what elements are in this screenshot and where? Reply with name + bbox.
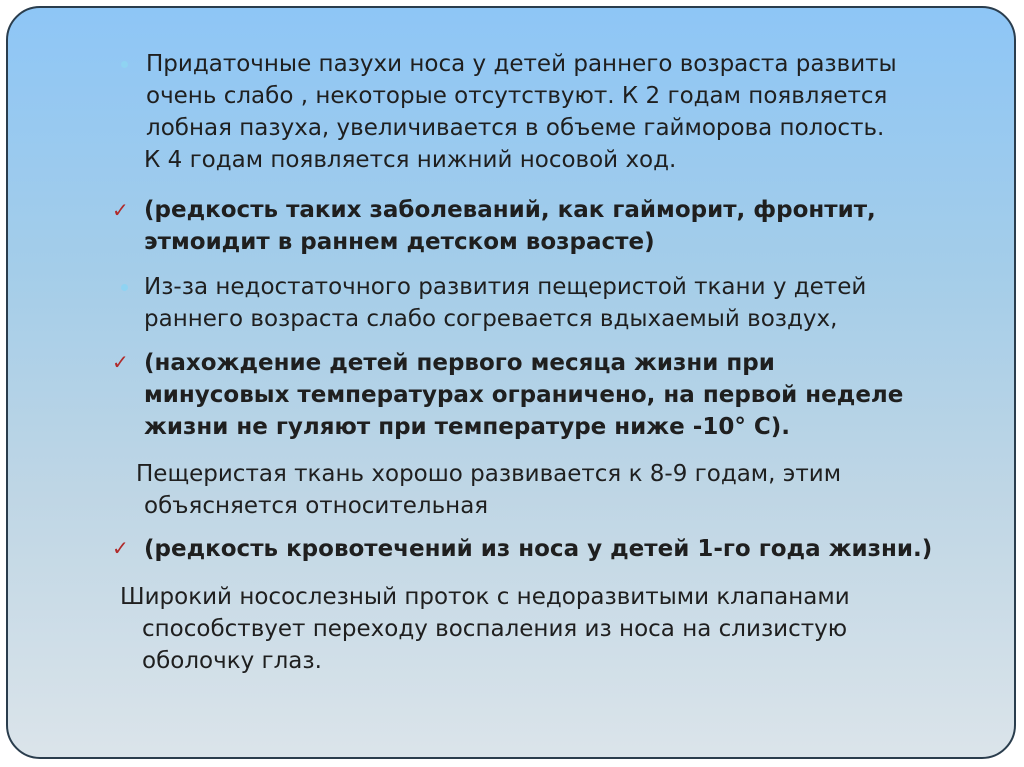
paragraph-5 bbox=[136, 458, 841, 522]
text-line: Пещеристая ткань хорошо развивается к 8-9 годам, этим bbox=[136, 461, 842, 487]
text-line: очень слабо , некоторые отсутствуют. К 2 годам появляется bbox=[146, 83, 888, 109]
text-line: (нахождение детей первого месяца жизни при bbox=[144, 350, 775, 376]
slide bbox=[6, 6, 1016, 759]
text-line: раннего возраста слабо согревается вдыхаемый воздух, bbox=[144, 306, 838, 332]
checkmark-icon: ✓ bbox=[112, 350, 129, 374]
text-line: Придаточные пазухи носа у детей раннего возраста развиты bbox=[146, 51, 897, 77]
paragraph-7 bbox=[120, 581, 850, 677]
paragraph-4 bbox=[144, 347, 903, 443]
bullet-dot-icon bbox=[121, 284, 128, 291]
text-line: Широкий носослезный проток с недоразвитыми клапанами bbox=[120, 584, 850, 610]
paragraph-3 bbox=[144, 271, 866, 335]
slide-content bbox=[8, 8, 1014, 757]
text-line: этмоидит в раннем детском возрасте) bbox=[144, 229, 655, 255]
text-line: (редкость кровотечений из носа у детей 1-го года жизни.) bbox=[144, 536, 933, 562]
checkmark-icon: ✓ bbox=[112, 536, 129, 560]
text-line: Из-за недостаточного развития пещеристой ткани у детей bbox=[144, 274, 867, 300]
text-line: оболочку глаз. bbox=[142, 648, 322, 674]
paragraph-2 bbox=[144, 194, 876, 258]
text-line: способствует переходу воспаления из носа на слизистую bbox=[142, 616, 848, 642]
text-line: жизни не гуляют при температуре ниже -10° С). bbox=[144, 414, 790, 440]
bullet-dot-icon bbox=[121, 61, 128, 68]
text-line: минусовых температурах ограничено, на первой неделе bbox=[144, 382, 904, 408]
text-line: К 4 годам появляется нижний носовой ход. bbox=[144, 147, 677, 173]
text-line: (редкость таких заболеваний, как гайморит, фронтит, bbox=[144, 197, 876, 223]
text-line: лобная пазуха, увеличивается в объеме гайморова полость. bbox=[146, 115, 885, 141]
paragraph-1 bbox=[146, 48, 897, 176]
checkmark-icon: ✓ bbox=[112, 198, 129, 222]
text-line: объясняется относительная bbox=[144, 493, 489, 519]
paragraph-6 bbox=[144, 533, 932, 565]
